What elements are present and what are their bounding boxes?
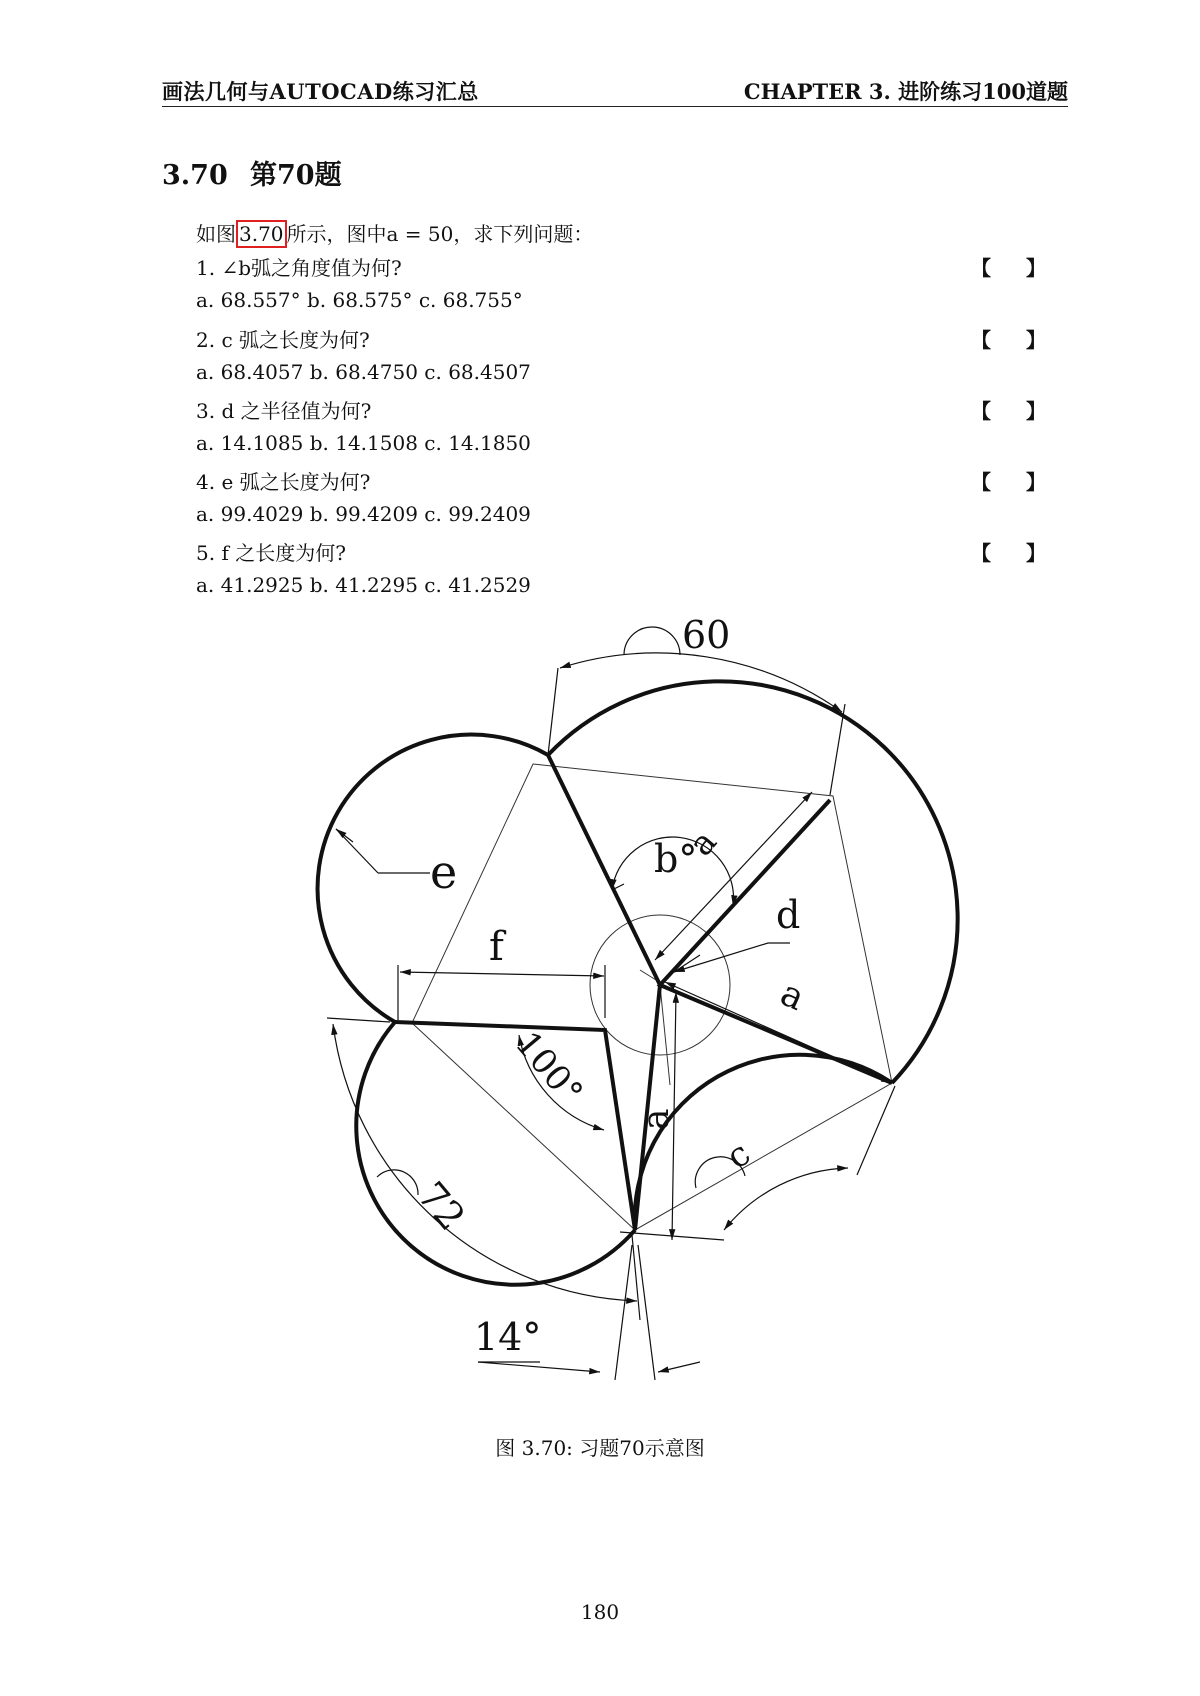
label-dim-60: 60 bbox=[682, 613, 731, 657]
label-a-vertical: a bbox=[636, 1108, 677, 1130]
geometry-figure bbox=[0, 600, 1200, 1420]
figure-labels bbox=[409, 613, 811, 1359]
intro-before: 如图 bbox=[196, 222, 236, 246]
question-text: 2. c 弧之长度为何? bbox=[196, 328, 370, 352]
running-header-book-title: 画法几何与AUTOCAD练习汇总 bbox=[162, 79, 479, 104]
answer-bracket: 【 】 bbox=[971, 470, 1060, 494]
question-text: 3. d 之半径值为何? bbox=[196, 399, 372, 423]
question-3-options: a. 14.1085 b. 14.1508 c. 14.1850 bbox=[196, 431, 531, 455]
question-5-options: a. 41.2925 b. 41.2295 c. 41.2529 bbox=[196, 573, 531, 597]
label-c: c bbox=[719, 1133, 758, 1178]
dimension-lines bbox=[327, 627, 895, 1380]
section-number: 3.70 bbox=[162, 160, 228, 191]
label-b-angle: b° bbox=[654, 837, 698, 881]
arc-bottom-left bbox=[356, 1022, 635, 1285]
label-d: d bbox=[776, 893, 801, 937]
question-2 bbox=[196, 324, 1068, 353]
label-a-right: a bbox=[774, 972, 811, 1019]
intro-paragraph bbox=[196, 218, 593, 247]
figure-reference-link[interactable]: 3.70 bbox=[236, 220, 287, 248]
section-title: 第70题 bbox=[250, 160, 342, 191]
label-f: f bbox=[489, 924, 504, 970]
header-rule bbox=[162, 106, 1068, 107]
label-dim-72: 72 bbox=[409, 1173, 474, 1239]
section-heading bbox=[162, 153, 342, 192]
question-text: 1. ∠b弧之角度值为何? bbox=[196, 256, 402, 280]
question-text: 4. e 弧之长度为何? bbox=[196, 470, 371, 494]
construction-lines bbox=[412, 764, 892, 1230]
question-5 bbox=[196, 537, 1068, 566]
label-a-diagonal: a bbox=[681, 822, 725, 864]
question-1-options: a. 68.557° b. 68.575° c. 68.755° bbox=[196, 288, 523, 312]
running-header-chapter: CHAPTER 3. 进阶练习100道题 bbox=[743, 79, 1068, 104]
part-outline bbox=[318, 681, 958, 1284]
star-outline bbox=[395, 755, 892, 1230]
answer-bracket: 【 】 bbox=[971, 541, 1060, 565]
question-1 bbox=[196, 252, 1068, 281]
question-4-options: a. 99.4029 b. 99.4209 c. 99.2409 bbox=[196, 502, 531, 526]
question-4 bbox=[196, 466, 1068, 495]
answer-bracket: 【 】 bbox=[971, 328, 1060, 352]
label-angle-100: 100° bbox=[507, 1024, 591, 1113]
label-e: e bbox=[430, 845, 458, 899]
question-2-options: a. 68.4057 b. 68.4750 c. 68.4507 bbox=[196, 360, 531, 384]
figure-caption: 图 3.70: 习题70示意图 bbox=[495, 1436, 705, 1460]
page-number: 180 bbox=[580, 1600, 620, 1624]
question-text: 5. f 之长度为何? bbox=[196, 541, 346, 565]
question-3 bbox=[196, 395, 1068, 424]
intro-after: 所示，图中a = 50，求下列问题： bbox=[286, 222, 594, 246]
label-angle-14: 14° bbox=[474, 1315, 542, 1359]
answer-bracket: 【 】 bbox=[971, 256, 1060, 280]
answer-bracket: 【 】 bbox=[971, 399, 1060, 423]
